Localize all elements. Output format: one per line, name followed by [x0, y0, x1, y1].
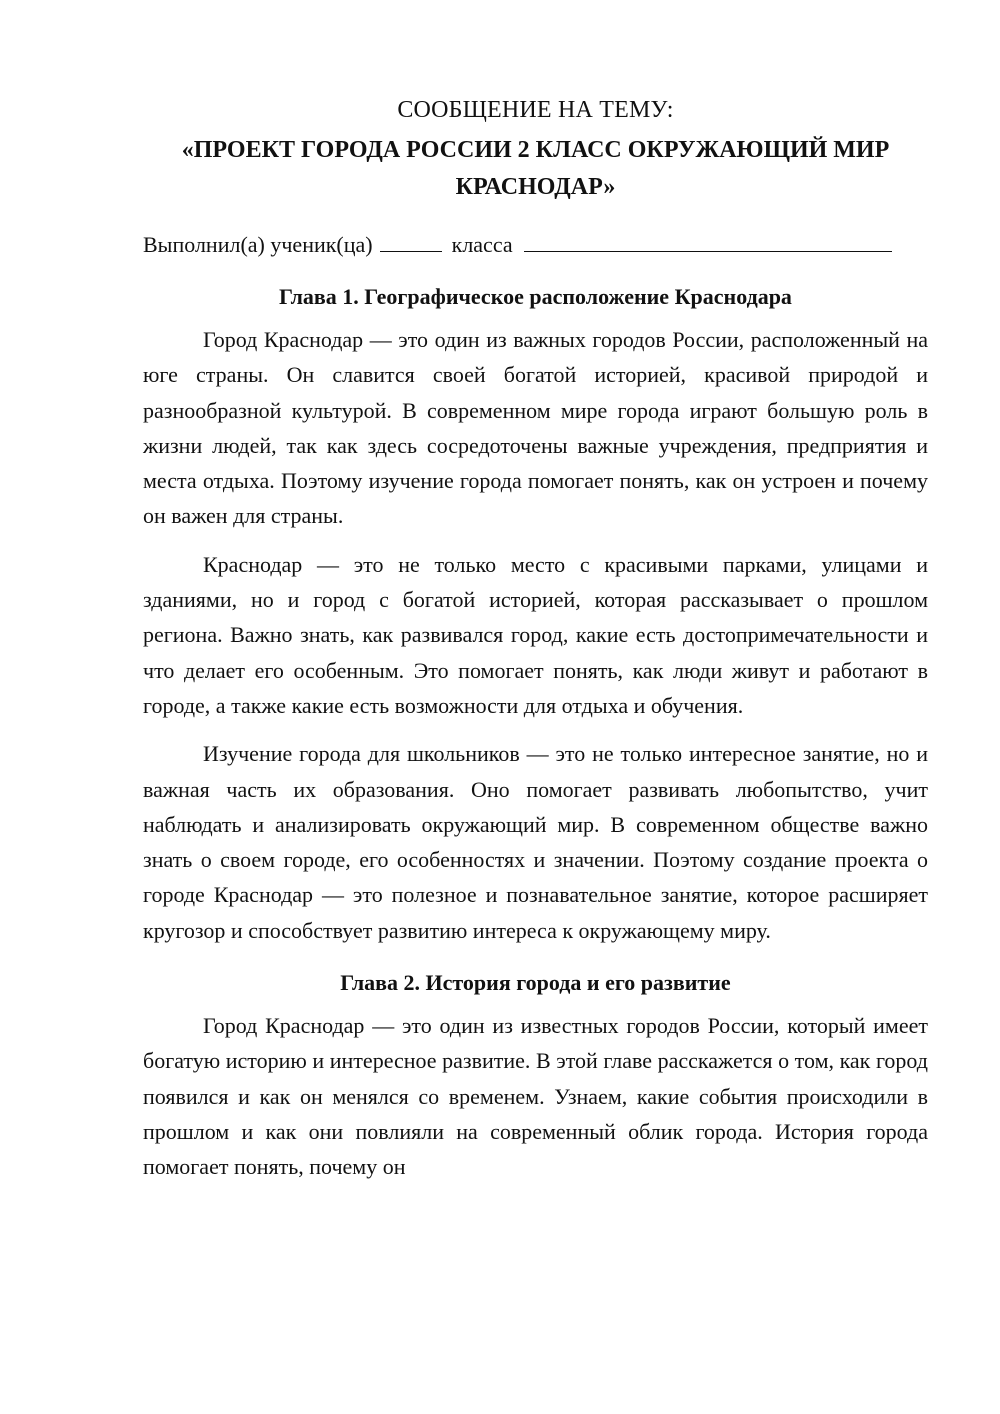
author-line — [143, 228, 928, 262]
document-title: «ПРОЕКТ ГОРОДА РОССИИ 2 КЛАСС ОКРУЖАЮЩИЙ МИР КРАСНОДАР» — [181, 137, 890, 200]
chapter-1-paragraph-1: Город Краснодар — это один из важных городов России, расположенный на юге страны. Он славится своей богатой историей, красивой природой и разнообразной культурой. В современном мире города играют большую роль в жизни людей, так как здесь сосредоточены важные учреждения, предприятия и места отдыха. Поэтому изучение города помогает понять, как он устроен и почему он важен для страны. — [143, 327, 928, 529]
document-kind: СООБЩЕНИЕ НА ТЕМУ: — [397, 97, 674, 123]
class-word: класса — [451, 232, 513, 257]
chapter-2-heading: Глава 2. История города и его развитие — [340, 970, 731, 996]
author-prefix: Выполнил(а) ученик(ца) — [143, 232, 373, 257]
chapter-1-paragraph-2: Краснодар — это не только место с красивыми парками, улицами и зданиями, но и город с богатой историей, которая рассказывает о прошлом региона. Важно знать, как развивался город, какие есть достопримечательности и что делает его особенным. Это помогает понять, как люди живут и работают в городе, а также какие есть возможности для отдыха и обучения. — [143, 551, 928, 718]
chapter-2-paragraph-1: Город Краснодар — это один из известных городов России, который имеет богатую историю и интересное развитие. В этой главе расскажется о том, как город появился и как он менялся со временем. Узнаем, какие события происходили в прошлом и как они повлияли на современный облик города. История города помогает понять, почему он — [143, 1013, 928, 1180]
class-number-blank — [380, 233, 442, 252]
chapter-1-paragraph-3: Изучение города для школьников — это не только интересное занятие, но и важная часть их образования. Оно помогает развивать любопытство, учит наблюдать и анализировать окружающий мир. В современном обществе важно знать о своем городе, его особенностях и значении. Поэтому создание проекта о городе Краснодар — это полезное и познавательное занятие, которое расширяет кругозор и способствует развитию интереса к окружающему миру. — [143, 741, 928, 943]
student-name-blank — [524, 233, 892, 252]
chapter-1-heading: Глава 1. Географическое расположение Краснодара — [279, 284, 792, 309]
